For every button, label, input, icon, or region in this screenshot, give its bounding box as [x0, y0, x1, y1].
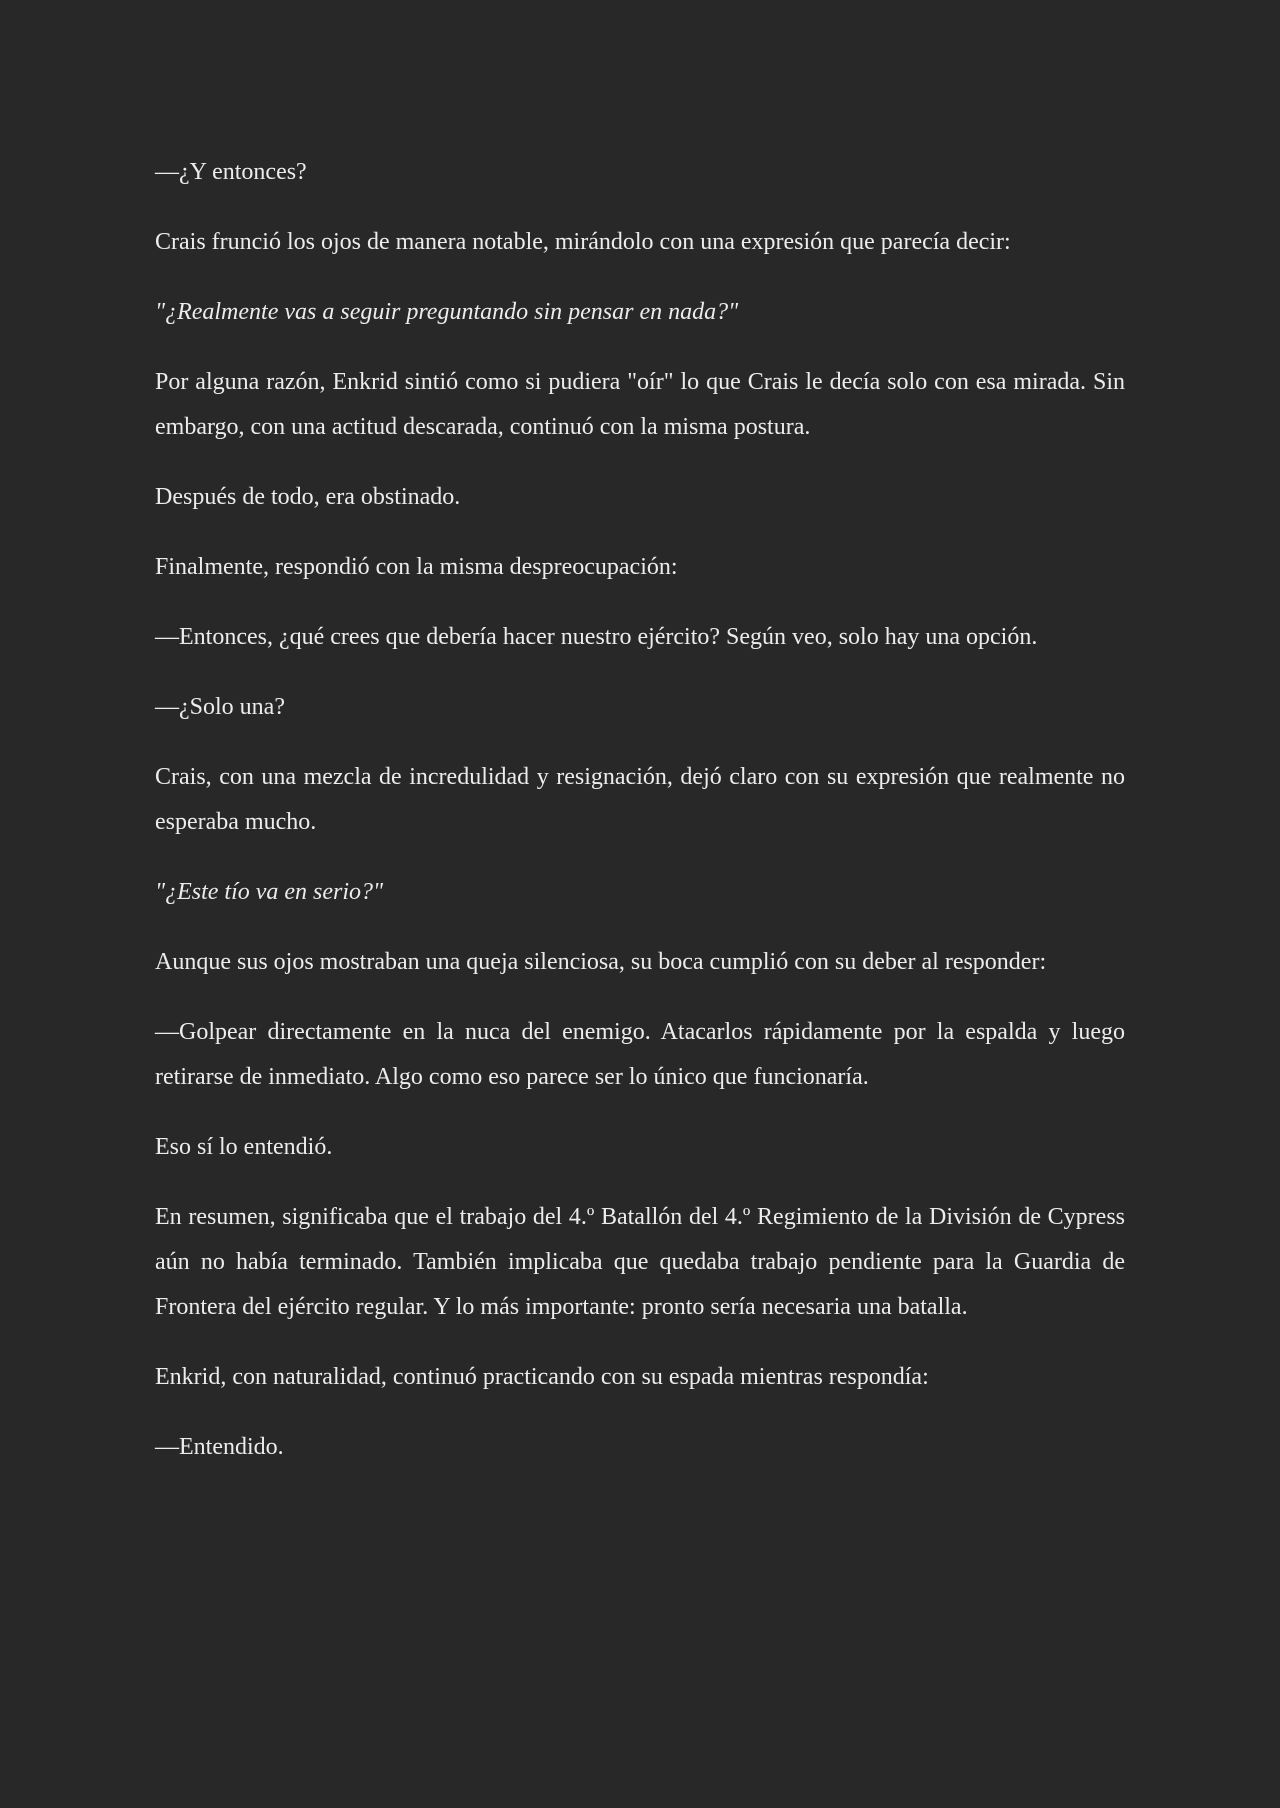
paragraph-6: Finalmente, respondió con la misma despreocupación: [155, 554, 678, 580]
paragraph-5: Después de todo, era obstinado. [155, 484, 461, 510]
paragraph-10-thought: "¿Este tío va en serio?" [155, 879, 384, 905]
paragraph-13: Eso sí lo entendió. [155, 1134, 333, 1160]
paragraph-7: —Entonces, ¿qué crees que debería hacer nuestro ejército? Según veo, solo hay una opción. [155, 624, 1038, 650]
paragraph-16: —Entendido. [155, 1434, 284, 1460]
paragraph-8: —¿Solo una? [155, 694, 285, 720]
paragraph-1: —¿Y entonces? [155, 159, 307, 185]
paragraph-9: Crais, con una mezcla de incredulidad y resignación, dejó claro con su expresión que realmente no esperaba mucho. [155, 764, 1125, 835]
paragraph-11: Aunque sus ojos mostraban una queja silenciosa, su boca cumplió con su deber al responder: [155, 949, 1047, 975]
paragraph-15: Enkrid, con naturalidad, continuó practicando con su espada mientras respondía: [155, 1364, 929, 1390]
paragraph-14: En resumen, significaba que el trabajo del 4.º Batallón del 4.º Regimiento de la División de Cypress aún no había terminado. También implicaba que quedaba trabajo pendiente para la Guardia de Frontera del ejército regular. Y lo más importante: pronto sería necesaria una batalla. [155, 1204, 1125, 1320]
reader-page [155, 150, 1125, 1495]
paragraph-12: —Golpear directamente en la nuca del enemigo. Atacarlos rápidamente por la espalda y luego retirarse de inmediato. Algo como eso parece ser lo único que funcionaría. [155, 1019, 1125, 1090]
paragraph-4: Por alguna razón, Enkrid sintió como si pudiera "oír" lo que Crais le decía solo con esa mirada. Sin embargo, con una actitud descarada, continuó con la misma postura. [155, 369, 1125, 440]
paragraph-3-thought: "¿Realmente vas a seguir preguntando sin pensar en nada?" [155, 299, 739, 325]
paragraph-2: Crais frunció los ojos de manera notable, mirándolo con una expresión que parecía decir: [155, 229, 1011, 255]
